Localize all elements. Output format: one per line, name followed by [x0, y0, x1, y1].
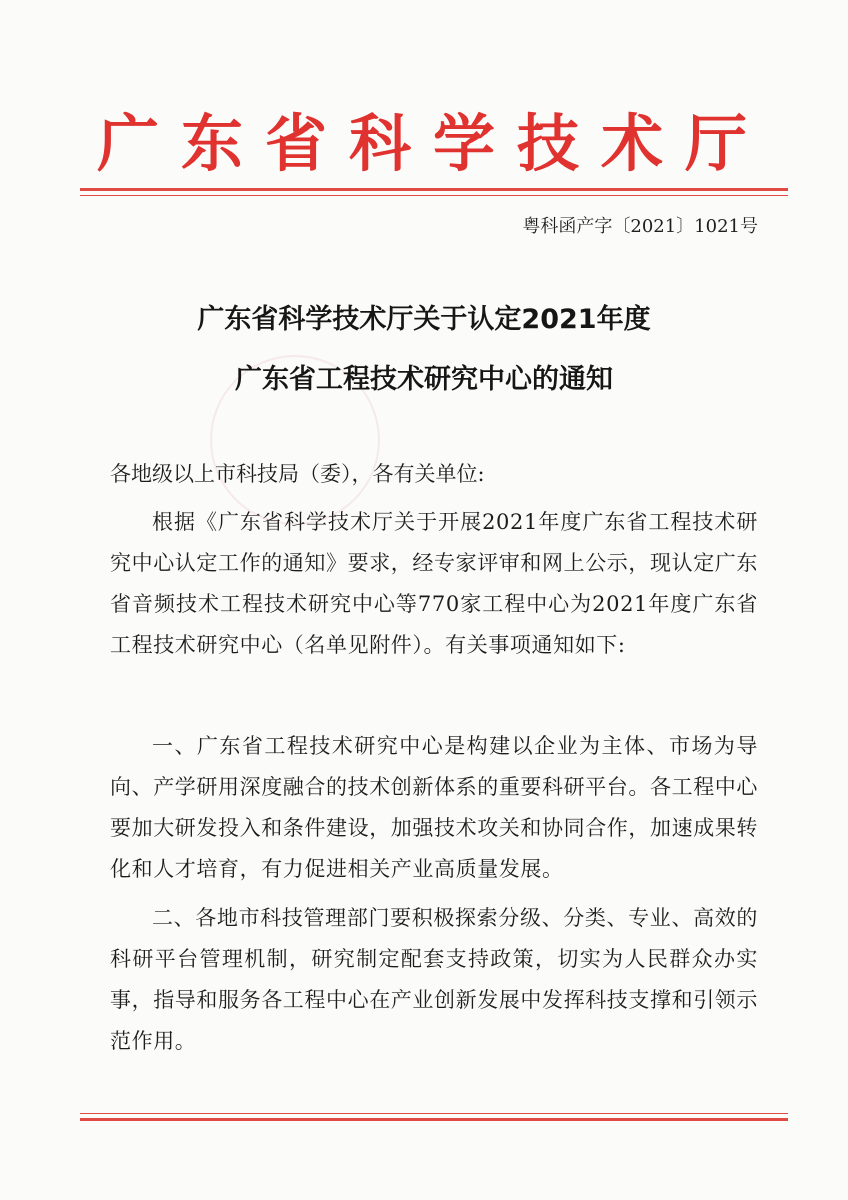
- body-paragraph-3: 二、各地市科技管理部门要积极探索分级、分类、专业、高效的科研平台管理机制，研究制定配套支持政策，切实为人民群众办实事，指导和服务各工程中心在产业创新发展中发挥科技支撑和引领示范作用。: [110, 906, 758, 1053]
- notice-title-line-1: 广东省科学技术厅关于认定2021年度: [197, 304, 651, 335]
- header-rule-thin: [80, 195, 788, 196]
- notice-title-line-2: 广东省工程技术研究中心的通知: [235, 364, 613, 395]
- letterhead-title: 广东省科学技术厅: [96, 107, 769, 180]
- document-number: 粤科函产字〔2021〕1021号: [522, 216, 758, 237]
- footer-rule-thick: [80, 1118, 788, 1121]
- footer-rule-thin: [80, 1113, 788, 1114]
- body-paragraph-2: 一、广东省工程技术研究中心是构建以企业为主体、市场为导向、产学研用深度融合的技术创新体系的重要科研平台。各工程中心要加大研发投入和条件建设，加强技术攻关和协同合作，加速成果转化和人才培育，有力促进相关产业高质量发展。: [110, 734, 758, 881]
- salutation: 各地级以上市科技局（委），各有关单位:: [110, 462, 485, 486]
- header-rule-thick: [80, 188, 788, 191]
- body-paragraph-1: 根据《广东省科学技术厅关于开展2021年度广东省工程技术研究中心认定工作的通知》要求，经专家评审和网上公示，现认定广东省音频技术工程技术研究中心等770家工程中心为2021年度广东省工程技术研究中心（名单见附件）。有关事项通知如下:: [110, 510, 758, 657]
